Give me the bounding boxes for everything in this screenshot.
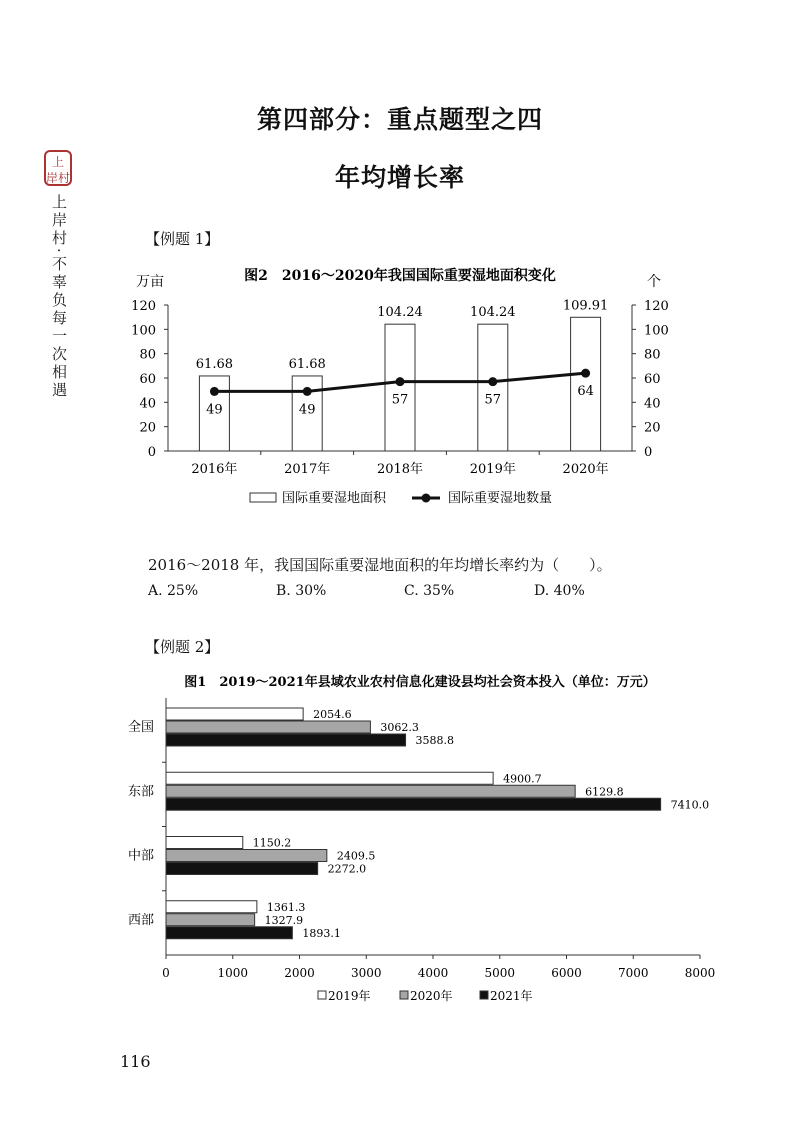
legend-swatch <box>400 991 408 999</box>
legend-bar-swatch <box>250 493 276 502</box>
legend-swatch <box>480 991 488 999</box>
bar-value-label: 2272.0 <box>327 862 367 876</box>
count-point <box>488 377 497 386</box>
bar-2020年 <box>166 914 255 926</box>
legend-label: 2021年 <box>490 989 533 1003</box>
legend-bar-label: 国际重要湿地面积 <box>282 491 387 506</box>
legend-swatch <box>318 991 326 999</box>
area-bar-label: 104.24 <box>470 305 516 321</box>
chart-title: 图2 2016～2020年我国国际重要湿地面积变化 <box>244 268 556 284</box>
bar-value-label: 3062.3 <box>380 721 419 734</box>
count-point-label: 49 <box>298 402 316 418</box>
side-slogan: 上岸村·不辜负每一次相遇 <box>50 194 68 400</box>
bar-2019年 <box>166 772 493 784</box>
area-bar-label: 61.68 <box>288 356 326 372</box>
x-tick-label: 2016年 <box>191 462 238 477</box>
area-bar-label: 104.24 <box>377 305 423 321</box>
page-title: 第四部分：重点题型之四 <box>256 105 543 134</box>
bar-value-label: 4900.7 <box>503 772 542 786</box>
brand-seal-logo: 上 岸村 <box>44 150 72 186</box>
y-left-tick-label: 120 <box>131 299 156 314</box>
x-tick-label: 2020年 <box>562 462 609 477</box>
bar-value-label: 1150.2 <box>252 836 292 850</box>
count-point <box>581 369 590 378</box>
bar-value-label: 1361.3 <box>266 900 306 914</box>
option-d[interactable]: D. 40% <box>534 583 585 599</box>
x-tick-label: 3000 <box>350 966 382 980</box>
count-point-label: 57 <box>484 392 502 408</box>
x-tick-label: 2019年 <box>469 462 516 477</box>
x-tick-label: 0 <box>162 966 170 980</box>
option-b[interactable]: B. 30% <box>276 583 327 599</box>
page-number: 116 <box>120 1052 151 1071</box>
x-tick-label: 2000 <box>284 966 315 980</box>
x-tick-label: 5000 <box>484 966 516 980</box>
legend-label: 2019年 <box>328 989 371 1003</box>
example1-label: 【例题 1】 <box>145 230 220 248</box>
bar-2021年 <box>166 927 292 939</box>
bar-value-label: 3588.8 <box>415 734 455 747</box>
x-tick-label: 7000 <box>617 966 649 980</box>
y-left-tick-label: 0 <box>147 445 156 460</box>
bar-2021年 <box>166 798 661 810</box>
count-point <box>210 387 219 396</box>
category-label: 中部 <box>127 848 154 864</box>
x-tick-label: 2018年 <box>376 462 424 477</box>
example2-label: 【例题 2】 <box>145 638 220 656</box>
count-point-label: 49 <box>206 402 223 418</box>
bar-value-label: 2409.5 <box>336 849 376 863</box>
bar-2021年 <box>166 863 318 875</box>
area-bar-label: 109.91 <box>562 298 609 314</box>
x-tick-label: 8000 <box>684 966 716 980</box>
y-left-unit: 万亩 <box>136 274 164 290</box>
bar-value-label: 7410.0 <box>670 798 710 812</box>
area-bar <box>478 324 508 451</box>
count-point-label: 64 <box>577 384 594 400</box>
wetland-chart <box>0 258 800 518</box>
bar-2021年 <box>166 734 406 746</box>
y-right-unit: 个 <box>647 274 661 290</box>
y-left-tick-label: 40 <box>139 396 156 412</box>
bar-2019年 <box>166 837 243 849</box>
legend-line-marker <box>422 494 431 503</box>
x-tick-label: 6000 <box>551 966 582 980</box>
page-subtitle: 年均增长率 <box>334 163 465 192</box>
category-label: 东部 <box>127 784 154 800</box>
y-left-tick-label: 80 <box>139 347 156 363</box>
bar-2019年 <box>166 901 257 913</box>
y-right-tick-label: 80 <box>644 347 661 363</box>
investment-chart <box>0 668 800 1013</box>
category-label: 全国 <box>127 720 154 735</box>
y-right-tick-label: 120 <box>644 299 669 314</box>
chart-title: 图1 2019～2021年县域农业农村信息化建设县均社会资本投入（单位：万元） <box>184 675 656 690</box>
y-left-tick-label: 60 <box>139 372 156 387</box>
y-right-tick-label: 20 <box>644 420 661 436</box>
y-right-tick-label: 60 <box>644 372 661 387</box>
bar-value-label: 1327.9 <box>264 913 304 927</box>
bar-value-label: 1893.1 <box>302 926 341 940</box>
option-a[interactable]: A. 25% <box>148 583 199 599</box>
count-point <box>396 377 405 386</box>
y-left-tick-label: 20 <box>139 420 156 436</box>
option-c[interactable]: C. 35% <box>404 583 455 599</box>
bar-2020年 <box>166 785 575 797</box>
bar-value-label: 6129.8 <box>585 785 624 799</box>
x-tick-label: 4000 <box>417 966 449 980</box>
example1-question: 2016～2018 年，我国国际重要湿地面积的年均增长率约为（ ）。 <box>148 556 612 574</box>
bar-2019年 <box>166 708 303 720</box>
x-tick-label: 2017年 <box>284 462 331 477</box>
area-bar-label: 61.68 <box>195 356 234 372</box>
y-right-tick-label: 40 <box>644 396 661 412</box>
x-tick-label: 1000 <box>217 966 249 980</box>
category-label: 西部 <box>127 912 154 928</box>
area-bar <box>385 324 415 451</box>
bar-2020年 <box>166 850 327 862</box>
bar-value-label: 2054.6 <box>313 708 352 721</box>
y-right-tick-label: 100 <box>644 323 669 339</box>
y-left-tick-label: 100 <box>131 323 156 339</box>
legend-label: 2020年 <box>410 989 453 1003</box>
count-point-label: 57 <box>391 392 409 408</box>
bar-2020年 <box>166 721 370 733</box>
y-right-tick-label: 0 <box>644 445 653 460</box>
count-point <box>303 387 312 396</box>
legend-line-label: 国际重要湿地数量 <box>448 491 553 506</box>
